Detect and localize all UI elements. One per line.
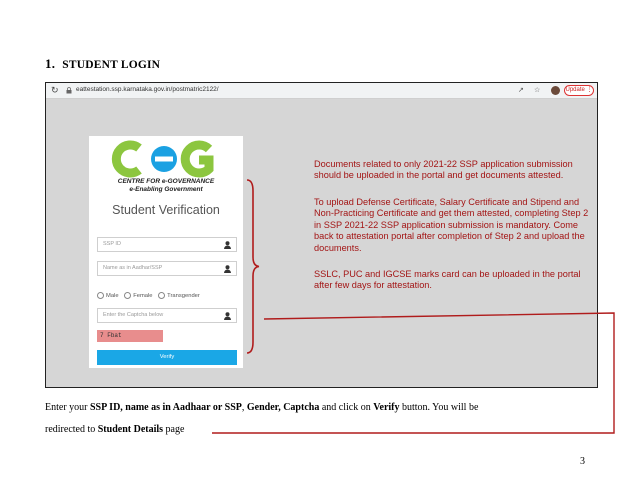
- browser-toolbar: [46, 83, 597, 99]
- ceg-logo: [111, 140, 221, 178]
- address-bar[interactable]: eattestation.ssp.karnataka.gov.in/postmatric2122/: [76, 86, 219, 93]
- ssp-id-input[interactable]: [97, 237, 237, 252]
- name-input[interactable]: [97, 261, 237, 276]
- instruction-text: SSLC, PUC and IGCSE marks card can be uploaded in the portal after few days for attestation.: [314, 269, 581, 291]
- org-tagline: e-Enabling Government: [129, 186, 203, 193]
- verify-button[interactable]: Verify: [97, 350, 237, 365]
- lock-icon: [66, 87, 72, 94]
- captcha-input[interactable]: [97, 308, 237, 323]
- update-button[interactable]: Update ⋮: [564, 85, 594, 96]
- gender-radio-group: [97, 292, 237, 302]
- section-number: 1.: [45, 56, 56, 71]
- radio-icon: [124, 292, 131, 299]
- instruction-text: Documents related to only 2021-22 SSP application submission should be uploaded in the portal and get documents attested.: [314, 159, 573, 181]
- captcha-image: 7 Fbat: [97, 330, 163, 342]
- reload-icon[interactable]: ↻: [51, 85, 59, 95]
- share-icon[interactable]: ↗: [518, 87, 524, 94]
- name-placeholder: Name as in Aadhar/SSP: [103, 265, 163, 271]
- radio-icon: [158, 292, 165, 299]
- radio-icon: [97, 292, 104, 299]
- captcha-placeholder: Enter the Captcha below: [103, 312, 164, 318]
- instruction-paragraph: Enter your SSP ID, name as in Aadhaar or SSP, Gender, Captcha and click on Verify button. You will be: [45, 402, 479, 413]
- org-name: CENTRE FOR e-GOVERNANCE: [117, 178, 215, 185]
- page-number: 3: [580, 456, 585, 467]
- user-icon: [224, 312, 231, 320]
- section-title: STUDENT LOGIN: [62, 59, 161, 71]
- card-title: Student Verification: [112, 203, 220, 217]
- login-card: [89, 136, 243, 368]
- user-icon: [224, 241, 231, 249]
- gender-option-female[interactable]: Female: [124, 292, 152, 299]
- instruction-paragraph-cont: redirected to Student Details page: [45, 424, 185, 435]
- star-icon[interactable]: ☆: [534, 87, 541, 94]
- curly-brace: [246, 179, 260, 354]
- portal-screenshot: [45, 82, 598, 388]
- user-icon: [224, 265, 231, 273]
- gender-option-transgender[interactable]: Transgender: [158, 292, 200, 299]
- instruction-text: To upload Defense Certificate, Salary Certificate and Stipend and Non-Practicing Certificate and get them attested, completing Step 2 in SSP 2021-22 SSP application submission is mandatory. Come back to attestation portal after completion of Step 2 and upload the documents.: [314, 197, 589, 253]
- profile-avatar[interactable]: [551, 86, 560, 95]
- page-content: [46, 99, 597, 388]
- ssp-id-placeholder: SSP ID: [103, 241, 121, 247]
- section-heading: [45, 56, 160, 72]
- gender-option-male[interactable]: Male: [97, 292, 119, 299]
